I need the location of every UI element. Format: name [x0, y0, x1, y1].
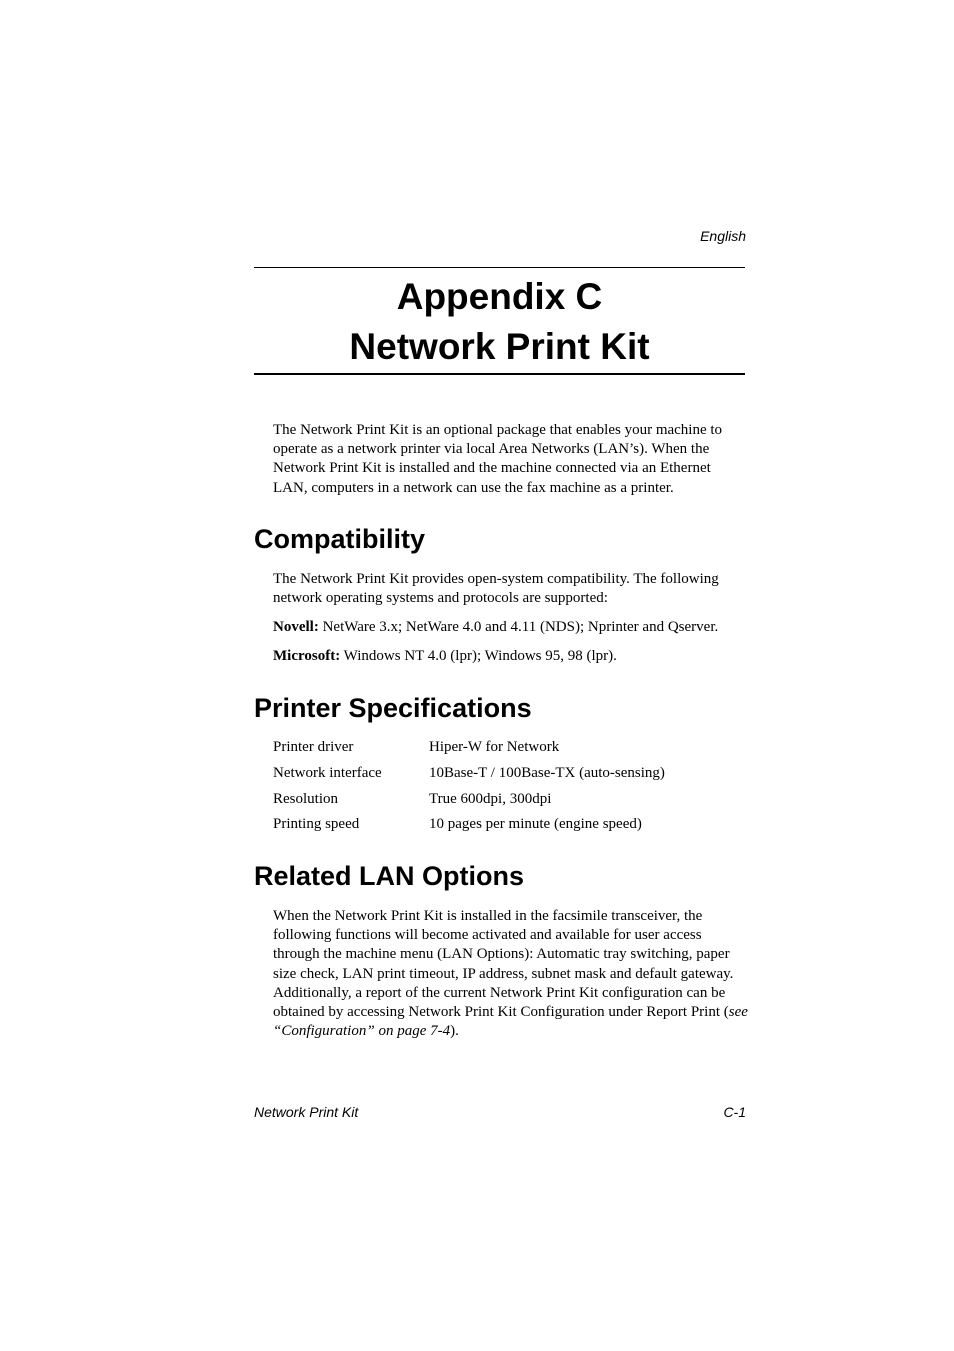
- microsoft-label: Microsoft:: [273, 648, 341, 664]
- lan-options-heading: Related LAN Options: [254, 861, 525, 891]
- spec-value: 10Base-T / 100Base-TX (auto-sensing): [429, 764, 665, 781]
- lan-options-paragraph: [273, 907, 748, 1041]
- chapter-title-line2: Network Print Kit: [349, 326, 650, 367]
- compatibility-paragraph: The Network Print Kit provides open-system compatibility. The following network operating systems and protocols are supported:: [273, 571, 719, 607]
- footer-section-title: Network Print Kit: [254, 1104, 359, 1120]
- novell-line: [273, 618, 748, 637]
- printer-specs-heading: Printer Specifications: [254, 693, 532, 723]
- novell-text: NetWare 3.x; NetWare 4.0 and 4.11 (NDS); Nprinter and Qserver.: [318, 619, 719, 635]
- spec-row: [273, 790, 665, 816]
- spec-label: Printer driver: [273, 739, 354, 755]
- header-language: English: [700, 228, 746, 244]
- lan-options-text-end: ).: [450, 1023, 459, 1040]
- title-top-rule: [254, 267, 745, 268]
- microsoft-line: [273, 647, 748, 666]
- chapter-title: [254, 272, 745, 372]
- microsoft-text: Windows NT 4.0 (lpr); Windows 95, 98 (lpr).: [340, 648, 617, 664]
- spec-row: [273, 764, 665, 790]
- title-bottom-rule: [254, 373, 745, 375]
- intro-paragraph: The Network Print Kit is an optional package that enables your machine to operate as a network printer via local Area Networks (LAN’s). When the Network Print Kit is installed and the machine connected via an Ethernet LAN, computers in a network can use the fax machine as a printer.: [273, 422, 723, 496]
- footer-page-number: C-1: [723, 1104, 746, 1120]
- compatibility-heading: Compatibility: [254, 524, 426, 554]
- novell-label: Novell:: [273, 619, 319, 635]
- chapter-title-line1: Appendix C: [396, 276, 603, 317]
- spec-row: [273, 815, 665, 841]
- spec-row: [273, 738, 665, 764]
- spec-label: Printing speed: [273, 816, 360, 833]
- spec-label: Resolution: [273, 790, 339, 807]
- printer-specs-table: [273, 738, 665, 841]
- spec-label: Network interface: [273, 764, 382, 781]
- spec-value: Hiper-W for Network: [429, 739, 560, 755]
- lan-options-text: When the Network Print Kit is installed in the facsimile transceiver, the following functions will become activated and available for user access through the machine menu (LAN Options): Automatic tray switching, paper size check, LAN print timeout, IP address, subnet mask and default gateway. Additionally, a report of the current Network Print Kit configuration can be obtained by accessing Network Print Kit Configuration under Report Print (: [273, 908, 734, 1021]
- spec-value: 10 pages per minute (engine speed): [429, 816, 642, 833]
- configuration-reference: see “Configuration” on page 7-4: [273, 1004, 748, 1040]
- spec-value: True 600dpi, 300dpi: [429, 790, 552, 807]
